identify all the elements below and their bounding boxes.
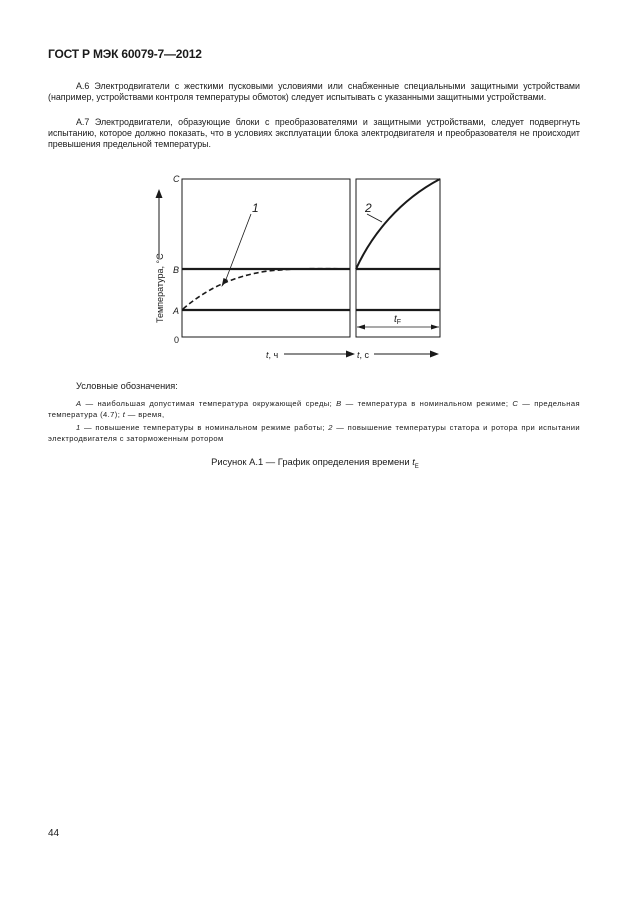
tf-arrow-right: [431, 325, 439, 330]
legend-title: Условные обозначения:: [76, 381, 178, 391]
curve-2-solid: [356, 179, 440, 269]
legend-c-text: — предельная температура (4.7);: [48, 399, 581, 419]
x-axis-label-left: [266, 350, 279, 360]
leader-1: [225, 214, 251, 282]
legend-a-text: — наибольшая допустимая температура окружающей среды;: [81, 399, 337, 408]
ytick-c: C: [173, 174, 180, 184]
x-axis-label-right-unit: , с: [359, 350, 370, 360]
legend-c-symbol: C: [512, 399, 519, 408]
legend-2-text: — повышение температуры статора и ротора при испытании электродвигателя с заторможенным ротором: [48, 423, 580, 443]
curve-2-label: 2: [365, 201, 372, 215]
tf-label: [394, 314, 401, 326]
curve-1-dashed: [183, 269, 350, 309]
legend-a-symbol: A: [76, 399, 82, 408]
ytick-b: B: [173, 265, 180, 275]
paragraph-a6: А.6 Электродвигатели с жесткими пусковыми условиями или снабженные специальными защитными устройствами (например, устройствами контроля температуры обмоток) следует испытывать с указанными защитными устройствами.: [48, 81, 580, 103]
legend-1-symbol: 1: [76, 423, 81, 432]
ytick-zero: 0: [174, 335, 180, 345]
x-axis-arrowhead-left: [346, 351, 355, 358]
x-axis-label-left-unit: , ч: [268, 350, 279, 360]
curve-1-label: 1: [252, 201, 259, 215]
legend-line-2: [48, 422, 580, 444]
figure-caption: [0, 456, 630, 470]
left-panel-frame: [182, 179, 350, 337]
legend-b-text: — температура в номинальном режиме;: [341, 399, 513, 408]
legend-t-symbol: t: [122, 410, 126, 419]
page-number: 44: [48, 828, 60, 839]
x-axis-label-right-var: t: [357, 350, 360, 360]
x-axis-label-left-var: t: [266, 350, 269, 360]
ytick-a: A: [173, 306, 180, 316]
legend-t-text: — время,: [125, 410, 165, 419]
document-header: ГОСТ Р МЭК 60079-7—2012: [48, 47, 202, 61]
tf-label-var: t: [394, 314, 397, 325]
tf-label-sub: F: [396, 319, 402, 326]
caption-var: t: [412, 456, 415, 467]
x-axis-arrowhead-right: [430, 351, 439, 358]
caption-text: Рисунок А.1 — График определения времени: [211, 456, 413, 467]
y-axis-arrowhead: [156, 189, 163, 198]
y-axis-label: Температура, °C: [155, 253, 165, 323]
legend-2-symbol: 2: [328, 423, 333, 432]
tf-arrow-left: [357, 325, 365, 330]
legend-1-text: — повышение температуры в номинальном режиме работы;: [80, 423, 329, 432]
x-axis-label-right: [357, 350, 370, 360]
legend-b-symbol: B: [336, 399, 342, 408]
caption-sub: E: [414, 463, 419, 470]
paragraph-a7: А.7 Электродвигатели, образующие блоки с преобразователями и защитными устройствами, следует подвергнуть испытанию, которое должно показать, что в условиях эксплуатации блока электродвигателя и преобразователя не происходит превышения предельной температуры.: [48, 117, 580, 150]
legend-line-1: [48, 398, 580, 420]
leader-2: [367, 214, 382, 222]
